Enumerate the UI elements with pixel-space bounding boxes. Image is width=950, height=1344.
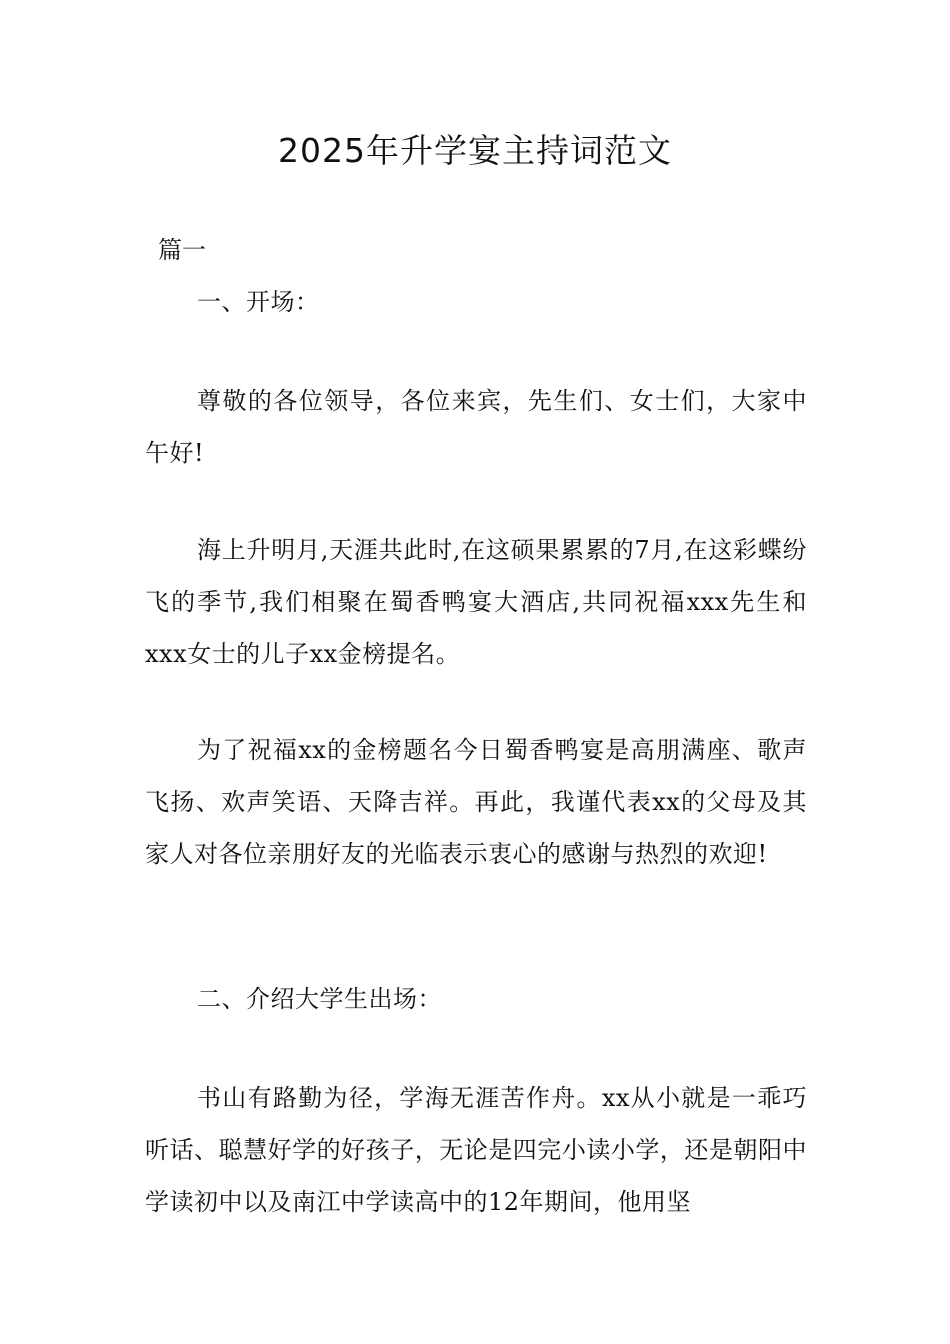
section-label: 篇一: [158, 236, 206, 264]
paragraph-welcome: 为了祝福xx的金榜题名今日蜀香鸭宴是高朋满座、歌声飞扬、欢声笑语、天降吉祥。再此，我谨代表xx的父母及其家人对各位亲朋好友的光临表示衷心的感谢与热烈的欢迎!: [145, 736, 807, 868]
paragraph-student-intro: 书山有路勤为径，学海无涯苦作舟。xx从小就是一乖巧听话、聪慧好学的好孩子，无论是四完小读小学，还是朝阳中学读初中以及南江中学读高中的12年期间，他用坚: [145, 1084, 807, 1216]
heading-opening: 一、开场：: [197, 288, 320, 316]
heading-introduce-student: 二、介绍大学生出场：: [197, 985, 442, 1013]
paragraph-occasion: 海上升明月,天涯共此时,在这硕果累累的7月,在这彩蝶纷飞的季节,我们相聚在蜀香鸭宴大酒店,共同祝福xxx先生和xxx女士的儿子xx金榜提名。: [145, 536, 807, 668]
document-title: 2025年升学宴主持词范文: [278, 131, 672, 170]
paragraph-greeting: 尊敬的各位领导，各位来宾，先生们、女士们，大家中午好!: [145, 387, 807, 467]
